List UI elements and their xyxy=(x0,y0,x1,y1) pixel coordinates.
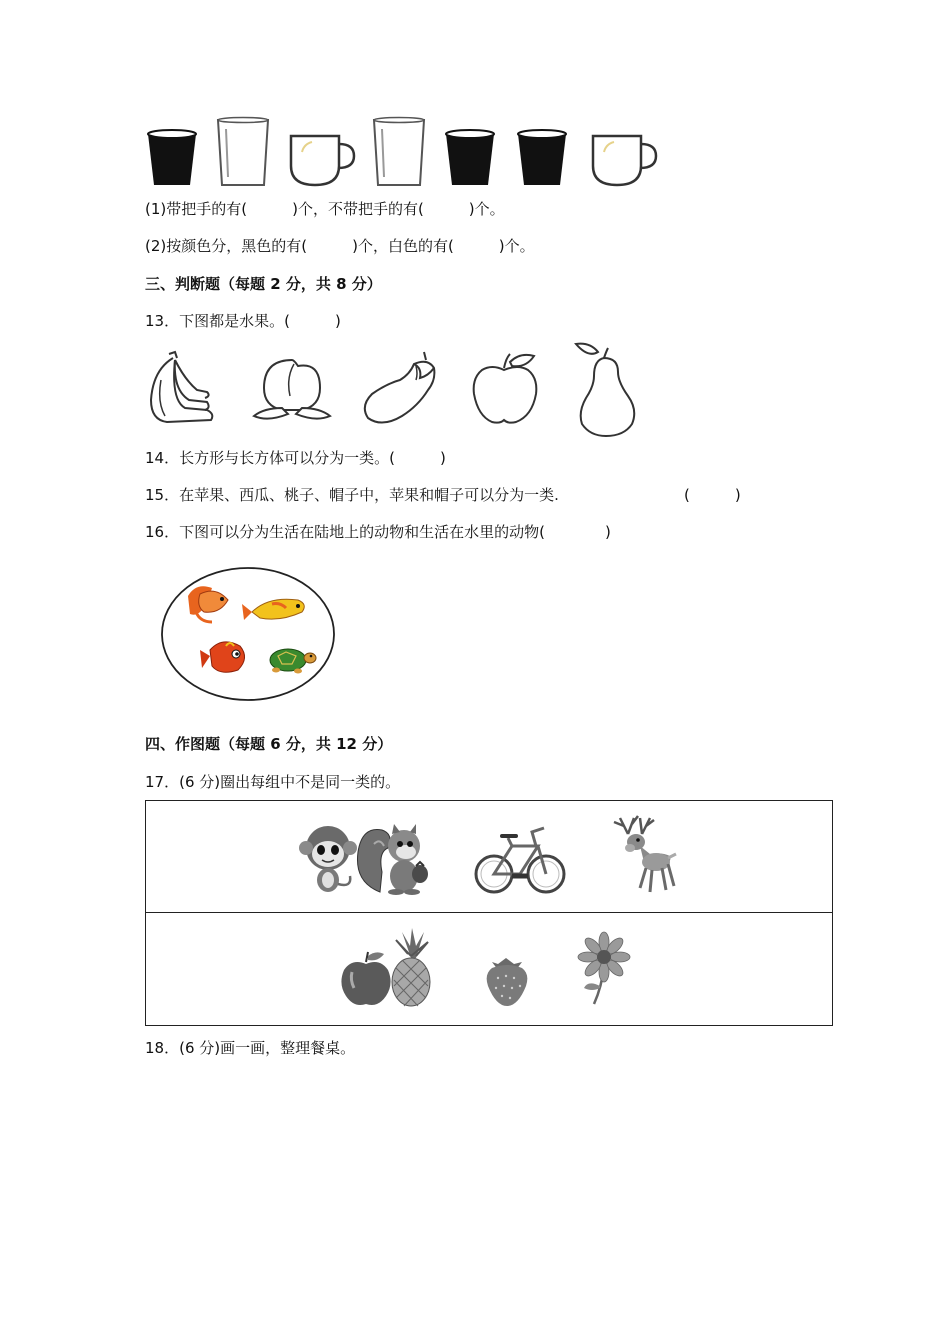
q14-text: 14．长方形与长方体可以分为一类。( ) xyxy=(145,449,446,467)
q17-text: 17．(6 分)圈出每组中不是同一类的。 xyxy=(145,773,401,791)
q18-text: 18．(6 分)画一画，整理餐桌。 xyxy=(145,1039,356,1057)
glass-icon xyxy=(216,117,270,189)
black-cup-icon xyxy=(444,128,496,188)
pineapple-icon[interactable] xyxy=(388,928,434,1008)
deer-icon[interactable] xyxy=(606,812,678,896)
q12-sub1: (1)带把手的有( )个，不带把手的有( )个。 xyxy=(145,200,505,218)
banana-icon xyxy=(145,350,217,426)
apple-icon xyxy=(470,350,540,426)
mug-icon xyxy=(590,130,660,188)
black-cup-icon xyxy=(516,128,568,188)
black-cup-icon xyxy=(146,128,198,188)
table-divider xyxy=(146,912,832,913)
flower-icon[interactable] xyxy=(574,932,636,1008)
apple-fruit-icon[interactable] xyxy=(340,950,392,1008)
glass-icon xyxy=(372,117,426,189)
q12-sub2: (2)按颜色分，黑色的有( )个，白色的有( )个。 xyxy=(145,237,535,255)
section4-heading: 四、作图题（每题 6 分，共 12 分） xyxy=(145,735,393,753)
mug-icon xyxy=(288,130,358,188)
section3-heading: 三、判断题（每题 2 分，共 8 分） xyxy=(145,275,382,293)
peach-icon xyxy=(252,356,332,424)
bicycle-icon[interactable] xyxy=(472,824,568,896)
strawberry-icon[interactable] xyxy=(484,956,530,1008)
eggplant-icon xyxy=(362,350,438,428)
squirrel-icon[interactable] xyxy=(354,822,434,896)
q15-blank: ( ) xyxy=(684,486,741,504)
q15-text: 15．在苹果、西瓜、桃子、帽子中，苹果和帽子可以分为一类. xyxy=(145,486,559,504)
pear-icon xyxy=(572,340,640,440)
q16-text: 16．下图可以分为生活在陆地上的动物和生活在水里的动物( ) xyxy=(145,523,611,541)
monkey-icon[interactable] xyxy=(300,820,356,894)
q13-text: 13．下图都是水果。( ) xyxy=(145,312,341,330)
animals-oval xyxy=(160,566,340,706)
